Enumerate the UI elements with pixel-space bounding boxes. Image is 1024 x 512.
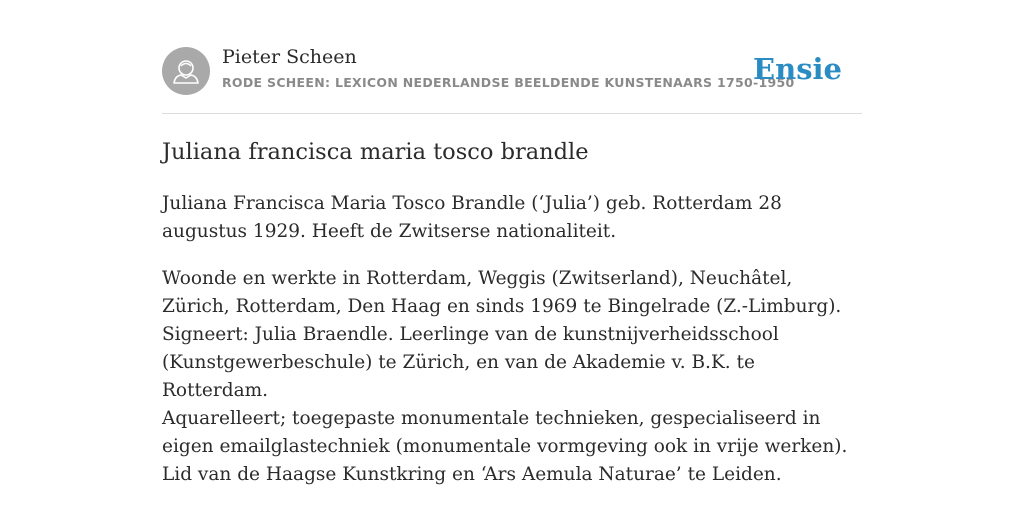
- author-name[interactable]: Pieter Scheen: [222, 46, 357, 68]
- article-paragraph-2: Woonde en werkte in Rotterdam, Weggis (Zwitserland), Neuchâtel, Zürich, Rotterdam, Den Haag en sinds 1969 te Bingelrade (Z.-Limburg). Signeert: Julia Braendle. Leerlinge van de kunstnijverheidsschool (Kunstgewerbeschule) te Zürich, en van de Akademie v. B.K. te Rotterdam.: [162, 268, 842, 401]
- header-divider: [162, 113, 862, 114]
- article-header: [162, 45, 862, 97]
- article-paragraph-1: Juliana Francisca Maria Tosco Brandle (‘Julia’) geb. Rotterdam 28 augustus 1929. Heeft de Zwitserse nationaliteit.: [162, 193, 782, 242]
- article-paragraph-3: Aquarelleert; toegepaste monumentale technieken, gespecialiseerd in eigen emailglastechniek (monumentale vormgeving ook in vrije werken). Lid van de Haagse Kunstkring en ‘Ars Aemula Naturae’ te Leiden.: [162, 408, 848, 485]
- author-avatar[interactable]: [162, 47, 210, 95]
- ensie-logo[interactable]: Ensie: [753, 52, 842, 86]
- source-label[interactable]: RODE SCHEEN: LEXICON NEDERLANDSE BEELDENDE KUNSTENAARS 1750-1950: [222, 75, 795, 90]
- user-silhouette-icon: [162, 47, 210, 95]
- article-title: Juliana francisca maria tosco brandle: [162, 139, 589, 165]
